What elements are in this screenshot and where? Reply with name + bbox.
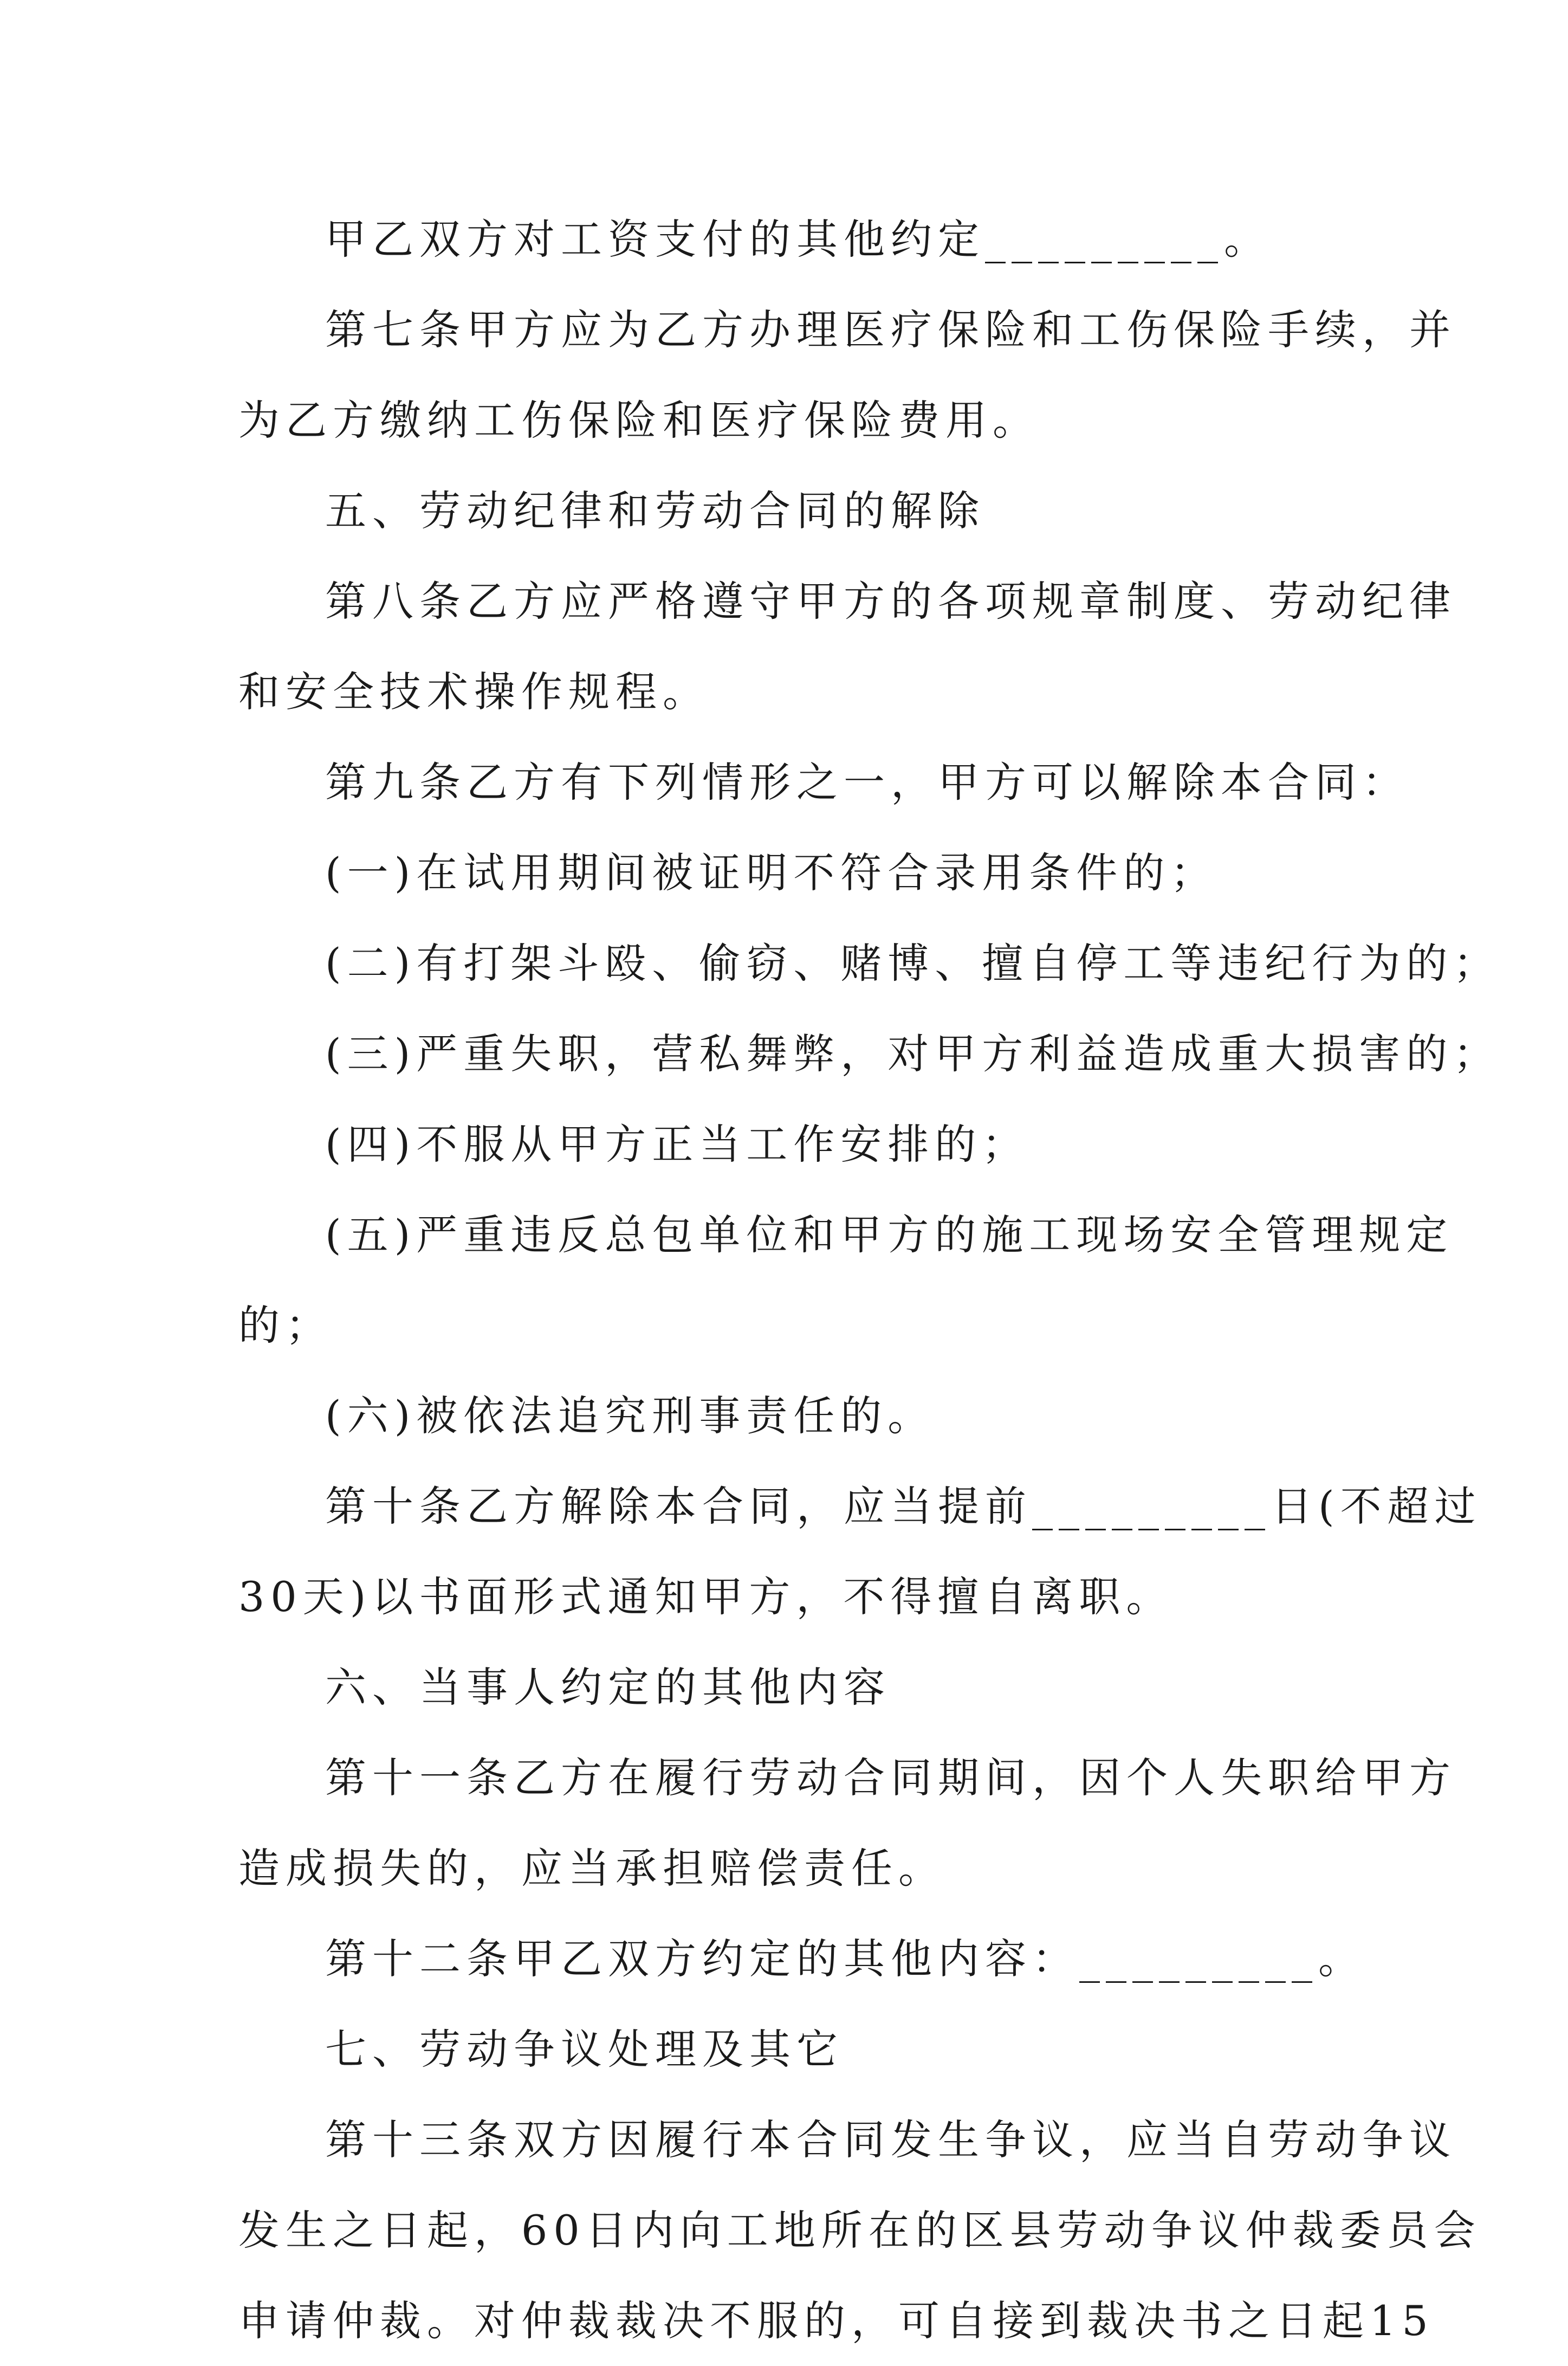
text-line: 第八条乙方应严格遵守甲方的各项规章制度、劳动纪律 xyxy=(325,577,1456,625)
list-item: (六)被依法追究刑事责任的。 xyxy=(325,1392,935,1440)
list-item: (三)严重失职，营私舞弊，对甲方利益造成重大损害的； xyxy=(325,1030,1501,1078)
section-heading: 五、劳动纪律和劳动合同的解除 xyxy=(325,487,985,535)
list-item: (二)有打架斗殴、偷窃、赌博、擅自停工等违纪行为的； xyxy=(325,939,1501,987)
section-heading: 七、劳动争议处理及其它 xyxy=(325,2025,844,2073)
text-line: 和安全技术操作规程。 xyxy=(238,668,710,716)
text-line: 第七条甲方应为乙方办理医疗保险和工伤保险手续，并 xyxy=(325,306,1456,354)
list-item: (四)不服从甲方正当工作安排的； xyxy=(325,1120,1029,1168)
text-line: 第十条乙方解除本合同，应当提前_________日(不超过 xyxy=(325,1482,1482,1530)
text-line: 第十二条甲乙双方约定的其他内容：_________。 xyxy=(325,1935,1365,1983)
text-line: 发生之日起，60日内向工地所在的区县劳动争议仲裁委员会 xyxy=(238,2206,1481,2254)
text-line: 30天)以书面形式通知甲方，不得擅自离职。 xyxy=(238,1573,1174,1621)
text-line: 申请仲裁。对仲裁裁决不服的，可自接到裁决书之日起15 xyxy=(238,2297,1434,2345)
text-line: 第十三条双方因履行本合同发生争议，应当自劳动争议 xyxy=(325,2116,1456,2164)
text-line: 第九条乙方有下列情形之一，甲方可以解除本合同： xyxy=(325,758,1409,806)
document-page xyxy=(238,194,1501,2366)
list-item: (五)严重违反总包单位和甲方的施工现场安全管理规定 xyxy=(325,1211,1454,1259)
list-item: (一)在试用期间被证明不符合录用条件的； xyxy=(325,849,1218,897)
text-line: 第十一条乙方在履行劳动合同期间，因个人失职给甲方 xyxy=(325,1754,1456,1802)
text-line: 造成损失的，应当承担赔偿责任。 xyxy=(238,1844,945,1892)
text-line: 的； xyxy=(238,1301,333,1349)
text-line: 甲乙双方对工资支付的其他约定_________。 xyxy=(325,215,1271,263)
text-line: 为乙方缴纳工伤保险和医疗保险费用。 xyxy=(238,396,1040,444)
section-heading: 六、当事人约定的其他内容 xyxy=(325,1663,891,1711)
